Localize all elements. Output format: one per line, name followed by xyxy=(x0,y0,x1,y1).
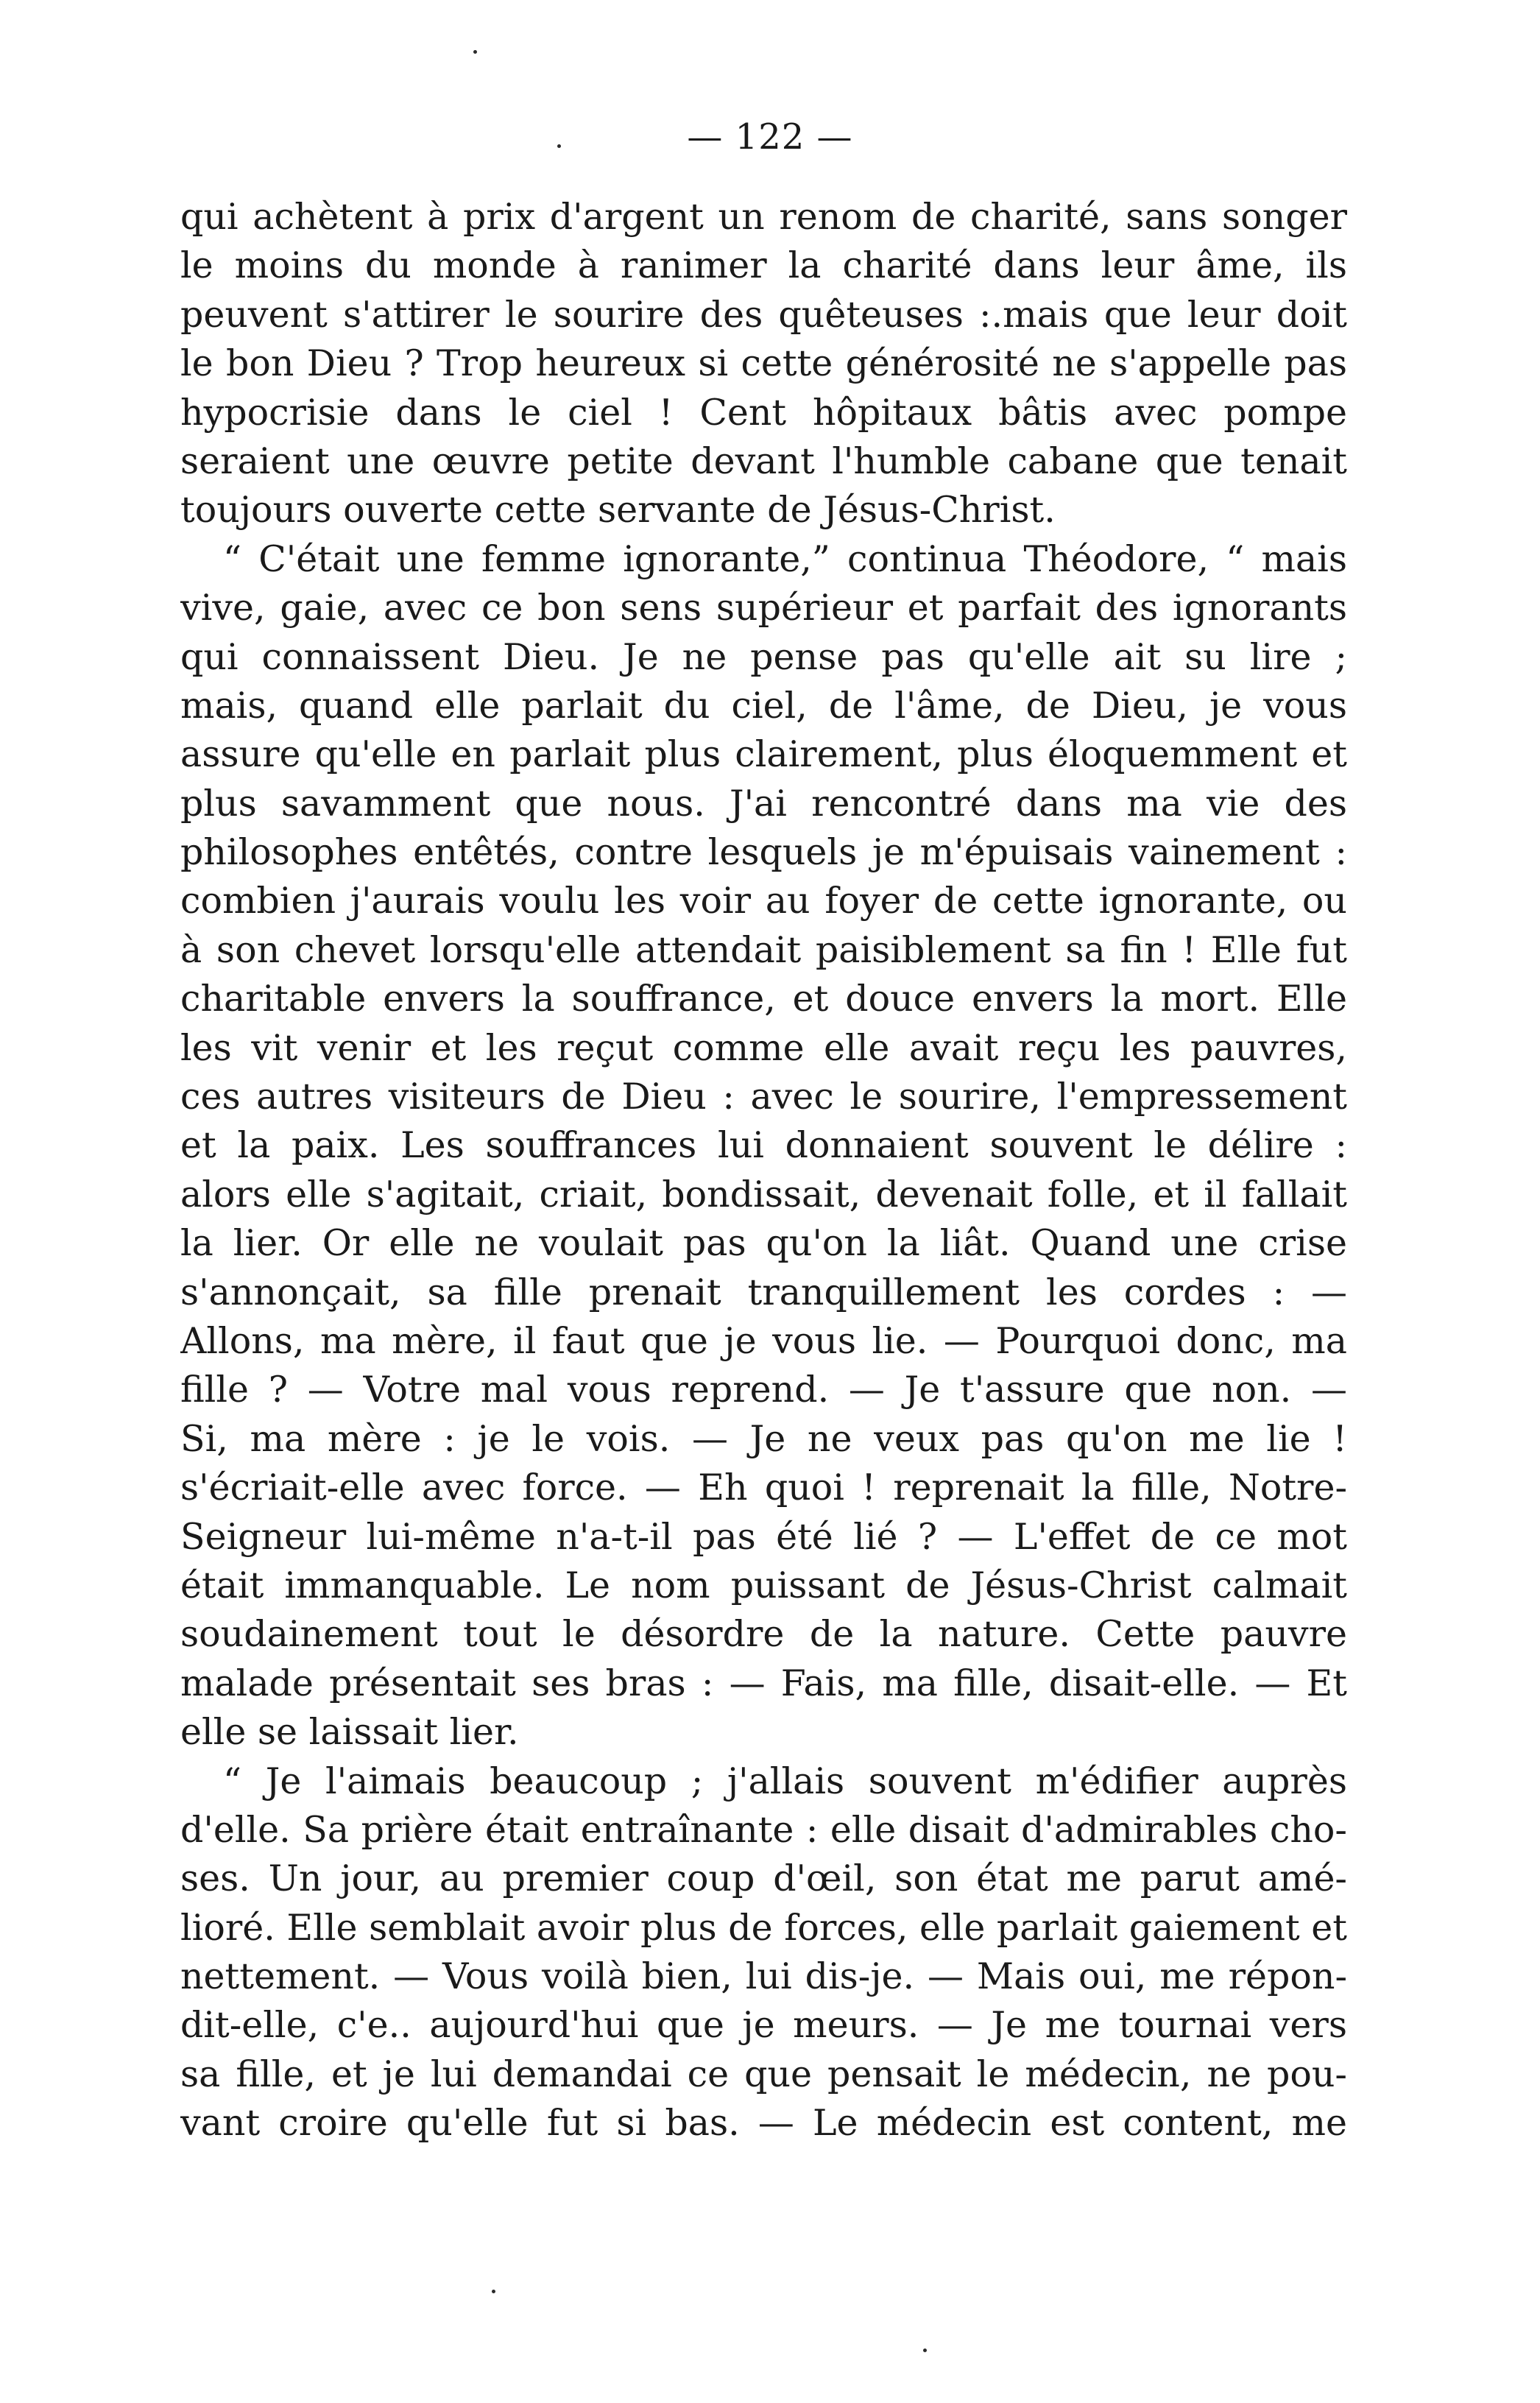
body-text xyxy=(180,193,1347,2148)
text-line: le bon Dieu ? Trop heureux si cette générosité ne s'appelle pas xyxy=(180,342,1347,385)
text-line: nettement. — Vous voilà bien, lui dis-je. — Mais oui, me répon- xyxy=(180,1955,1347,1998)
text-line: Allons, ma mère, il faut que je vous lie. — Pourquoi donc, ma xyxy=(180,1319,1347,1362)
text-line: plus savamment que nous. J'ai rencontré dans ma vie des xyxy=(180,782,1347,825)
text-line: “ Je l'aimais beaucoup ; j'allais souvent m'édifier auprès xyxy=(223,1760,1347,1802)
text-line: soudainement tout le désordre de la nature. Cette pauvre xyxy=(180,1613,1347,1656)
text-line: toujours ouverte cette servante de Jésus-Christ. xyxy=(180,489,1056,532)
text-line: qui achètent à prix d'argent un renom de charité, sans songer xyxy=(180,196,1347,238)
text-line: ces autres visiteurs de Dieu : avec le sourire, l'empressement xyxy=(180,1076,1347,1118)
text-line: et la paix. Les souffrances lui donnaient souvent le délire : xyxy=(180,1124,1347,1167)
text-line: philosophes entêtés, contre lesquels je m'épuisais vainement : xyxy=(180,831,1347,874)
ink-speck xyxy=(473,50,477,54)
text-line: qui connaissent Dieu. Je ne pense pas qu'elle ait su lire ; xyxy=(180,635,1347,678)
ink-speck xyxy=(492,2290,495,2293)
text-line: s'annonçait, sa fille prenait tranquillement les cordes : — xyxy=(180,1271,1347,1313)
text-line: d'elle. Sa prière était entraînante : elle disait d'admirables cho- xyxy=(180,1808,1347,1851)
text-line: malade présentait ses bras : — Fais, ma fille, disait-elle. — Et xyxy=(180,1662,1347,1704)
text-line: à son chevet lorsqu'elle attendait paisiblement sa fin ! Elle fut xyxy=(180,928,1347,971)
text-line: vive, gaie, avec ce bon sens supérieur et parfait des ignorants xyxy=(180,587,1347,629)
text-line: combien j'aurais voulu les voir au foyer de cette ignorante, ou xyxy=(180,880,1347,922)
ink-speck xyxy=(923,2349,927,2352)
text-line: seraient une œuvre petite devant l'humble cabane que tenait xyxy=(180,440,1347,482)
text-line: la lier. Or elle ne voulait pas qu'on la liât. Quand une crise xyxy=(180,1222,1347,1265)
text-line: était immanquable. Le nom puissant de Jésus-Christ calmait xyxy=(180,1564,1347,1606)
text-line: les vit venir et les reçut comme elle avait reçu les pauvres, xyxy=(180,1026,1347,1069)
text-line: peuvent s'attirer le sourire des quêteuses :.mais que leur doit xyxy=(180,293,1347,336)
text-line: Si, ma mère : je le vois. — Je ne veux pas qu'on me lie ! xyxy=(180,1417,1347,1460)
text-line: vant croire qu'elle fut si bas. — Le médecin est content, me xyxy=(180,2102,1347,2145)
page-number: — 122 — xyxy=(687,116,853,158)
text-line: fille ? — Votre mal vous reprend. — Je t'assure que non. — xyxy=(180,1369,1347,1411)
text-line: charitable envers la souffrance, et douce envers la mort. Elle xyxy=(180,978,1347,1020)
text-line: elle se laissait lier. xyxy=(180,1711,519,1754)
text-line: mais, quand elle parlait du ciel, de l'âme, de Dieu, je vous xyxy=(180,684,1347,727)
text-line: dit-elle, c'e.. aujourd'hui que je meurs. — Je me tournai vers xyxy=(180,2004,1347,2047)
text-line: Seigneur lui-même n'a-t-il pas été lié ? — L'effet de ce mot xyxy=(180,1515,1347,1558)
text-line: “ C'était une femme ignorante,” continua Théodore, “ mais xyxy=(223,537,1347,580)
text-line: le moins du monde à ranimer la charité dans leur âme, ils xyxy=(180,244,1347,287)
text-line: alors elle s'agitait, criait, bondissait, devenait folle, et il fallait xyxy=(180,1173,1347,1215)
text-line: sa fille, et je lui demandai ce que pensait le médecin, ne pou- xyxy=(180,2053,1347,2095)
text-line: lioré. Elle semblait avoir plus de forces, elle parlait gaiement et xyxy=(180,1906,1347,1949)
text-line: hypocrisie dans le ciel ! Cent hôpitaux bâtis avec pompe xyxy=(180,391,1347,434)
text-line: assure qu'elle en parlait plus clairement, plus éloquemment et xyxy=(180,733,1347,776)
text-line: s'écriait-elle avec force. — Eh quoi ! reprenait la fille, Notre- xyxy=(180,1467,1347,1509)
text-line: ses. Un jour, au premier coup d'œil, son état me parut amé- xyxy=(180,1857,1347,1900)
